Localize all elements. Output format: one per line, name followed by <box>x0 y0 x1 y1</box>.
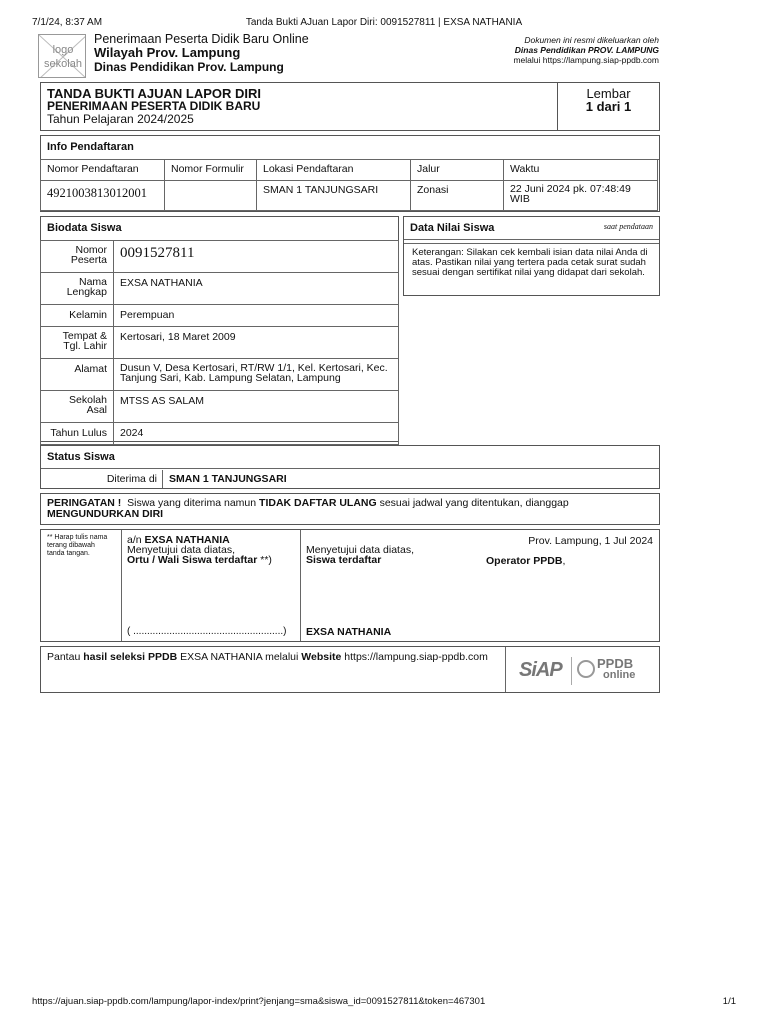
registration-number: 4921003813012001 <box>41 181 165 211</box>
registration-time: 22 Juni 2024 pk. 07:48:49 WIB <box>504 181 658 211</box>
grades-note: saat pendataan <box>603 222 653 231</box>
ppdb-logo-icon <box>577 660 595 678</box>
sign-parent-approve: Menyetujui data diatas, <box>127 544 235 556</box>
biodata-section <box>40 216 399 442</box>
sign-parent-blank: ( ......................................................) <box>127 626 287 637</box>
brand-logos <box>517 655 647 687</box>
info-header: Jalur <box>411 160 504 181</box>
warning-bold-1: TIDAK DAFTAR ULANG <box>259 497 377 509</box>
sheet-value: 1 dari 1 <box>585 99 632 114</box>
info-section <box>40 135 660 212</box>
monitor-bold-1: hasil seleksi PPDB <box>83 651 178 663</box>
logo-text-2: sekolah <box>44 58 82 70</box>
sign-student-name: EXSA NATHANIA <box>306 626 392 638</box>
biodata-title: Biodata Siswa <box>41 217 398 241</box>
sign-date: Prov. Lampung, 1 Jul 2024 <box>528 535 653 547</box>
info-header: Nomor Formulir <box>165 160 257 181</box>
monitor-url: https://lampung.siap-ppdb.com <box>344 651 488 663</box>
org-header <box>94 32 309 74</box>
warning-prefix: PERINGATAN ! <box>47 497 122 509</box>
print-datetime: 7/1/24, 8:37 AM <box>32 17 103 28</box>
grades-section <box>403 216 660 296</box>
status-label: Diterima di <box>106 473 157 485</box>
org-line-3: Dinas Pendidikan Prov. Lampung <box>94 60 284 74</box>
sign-operator: Operator PPDB <box>486 555 563 567</box>
grades-description: Keterangan: Silakan cek kembali isian data nilai Anda di atas. Pastikan nilai yang tertera pada cetak surat sudah sesuai dengan sertifikat nilai yang didapat dari sekolah. <box>412 247 648 278</box>
info-header: Waktu <box>504 160 658 181</box>
sign-an-name: EXSA NATHANIA <box>144 534 230 546</box>
siap-logo: SiAP <box>519 659 562 681</box>
sign-student-role: Siswa terdaftar <box>306 554 382 566</box>
warning-text-2: sesuai jadwal yang ditentukan, dianggap <box>379 497 569 509</box>
gender: Perempuan <box>114 305 399 327</box>
accepted-school: SMAN 1 TANJUNGSARI <box>169 473 287 485</box>
title-box <box>40 82 660 131</box>
org-line-1: Penerimaan Peserta Didik Baru Online <box>94 32 309 46</box>
monitor-section <box>40 646 660 693</box>
doc-subtitle: PENERIMAAN PESERTA DIDIK BARU <box>47 99 261 113</box>
sign-an-label: a/n <box>127 534 142 546</box>
official-line-3: melalui https://lampung.siap-ppdb.com <box>513 55 659 65</box>
registration-location: SMAN 1 TANJUNGSARI <box>257 181 411 211</box>
warning-text-1: Siswa yang diterima namun <box>127 497 257 509</box>
info-header: Nomor Pendaftaran <box>41 160 165 181</box>
info-title: Info Pendaftaran <box>41 136 659 160</box>
bio-label: Tempat & Tgl. Lahir <box>41 327 114 359</box>
birth-place-date: Kertosari, 18 Maret 2009 <box>114 327 399 359</box>
address: Dusun V, Desa Kertosari, RT/RW 1/1, Kel. Kertosari, Kec. Tanjung Sari, Kab. Lampung Selatan, Lampung <box>114 359 399 391</box>
bio-label: Nama Lengkap <box>41 273 114 305</box>
doc-title: TANDA BUKTI AJUAN LAPOR DIRI <box>47 86 262 101</box>
info-table <box>40 159 658 211</box>
sign-parent-suffix: **) <box>260 554 272 566</box>
monitor-text-1: Pantau <box>47 651 81 663</box>
status-section <box>40 445 660 489</box>
online-logo: online <box>603 669 636 681</box>
official-line-2: Dinas Pendidikan PROV. LAMPUNG <box>514 45 659 55</box>
print-title: Tanda Bukti AJuan Lapor Diri: 0091527811 | EXSA NATHANIA <box>245 17 523 28</box>
registration-path: Zonasi <box>411 181 504 211</box>
bio-label: Tahun Lulus <box>41 423 114 445</box>
form-number <box>165 181 257 211</box>
full-name: EXSA NATHANIA <box>114 273 399 305</box>
sign-operator-comma: , <box>562 555 566 567</box>
org-line-2: Wilayah Prov. Lampung <box>94 45 241 60</box>
signature-note: ** Harap tulis nama terang dibawah tanda tangan. <box>47 534 108 557</box>
print-url: https://ajuan.siap-ppdb.com/lampung/lapor-index/print?jenjang=sma&siswa_id=0091527811&token=467301 <box>32 996 486 1007</box>
sign-parent-role: Ortu / Wali Siswa terdaftar <box>127 554 258 566</box>
biodata-table <box>40 240 399 445</box>
participant-number: 0091527811 <box>114 241 399 273</box>
bio-label: Alamat <box>41 359 114 391</box>
bio-label: Kelamin <box>41 305 114 327</box>
warning-bold-2: MENGUNDURKAN DIRI <box>47 508 164 520</box>
sign-student-approve: Menyetujui data diatas, <box>306 544 414 556</box>
grades-title: Data Nilai Siswa <box>410 222 495 234</box>
monitor-bold-2: Website <box>301 651 342 663</box>
signature-section <box>40 529 660 642</box>
logo-text-1: logo <box>52 44 74 56</box>
ppdb-logo: PPDB <box>597 656 634 671</box>
bio-label: Nomor Peserta <box>41 241 114 273</box>
print-page: 1/1 <box>722 996 736 1007</box>
status-title: Status Siswa <box>41 446 659 469</box>
warning-section <box>40 493 660 525</box>
info-header: Lokasi Pendaftaran <box>257 160 411 181</box>
official-note <box>399 35 659 65</box>
bio-label: Sekolah Asal <box>41 391 114 423</box>
graduation-year: 2024 <box>114 423 399 445</box>
sheet-label: Lembar <box>586 86 631 101</box>
official-line-1: Dokumen ini resmi dikeluarkan oleh <box>524 35 659 45</box>
previous-school: MTSS AS SALAM <box>114 391 399 423</box>
school-logo <box>38 34 86 78</box>
monitor-text-2: EXSA NATHANIA melalui <box>180 651 299 663</box>
doc-year: Tahun Pelajaran 2024/2025 <box>47 112 194 126</box>
